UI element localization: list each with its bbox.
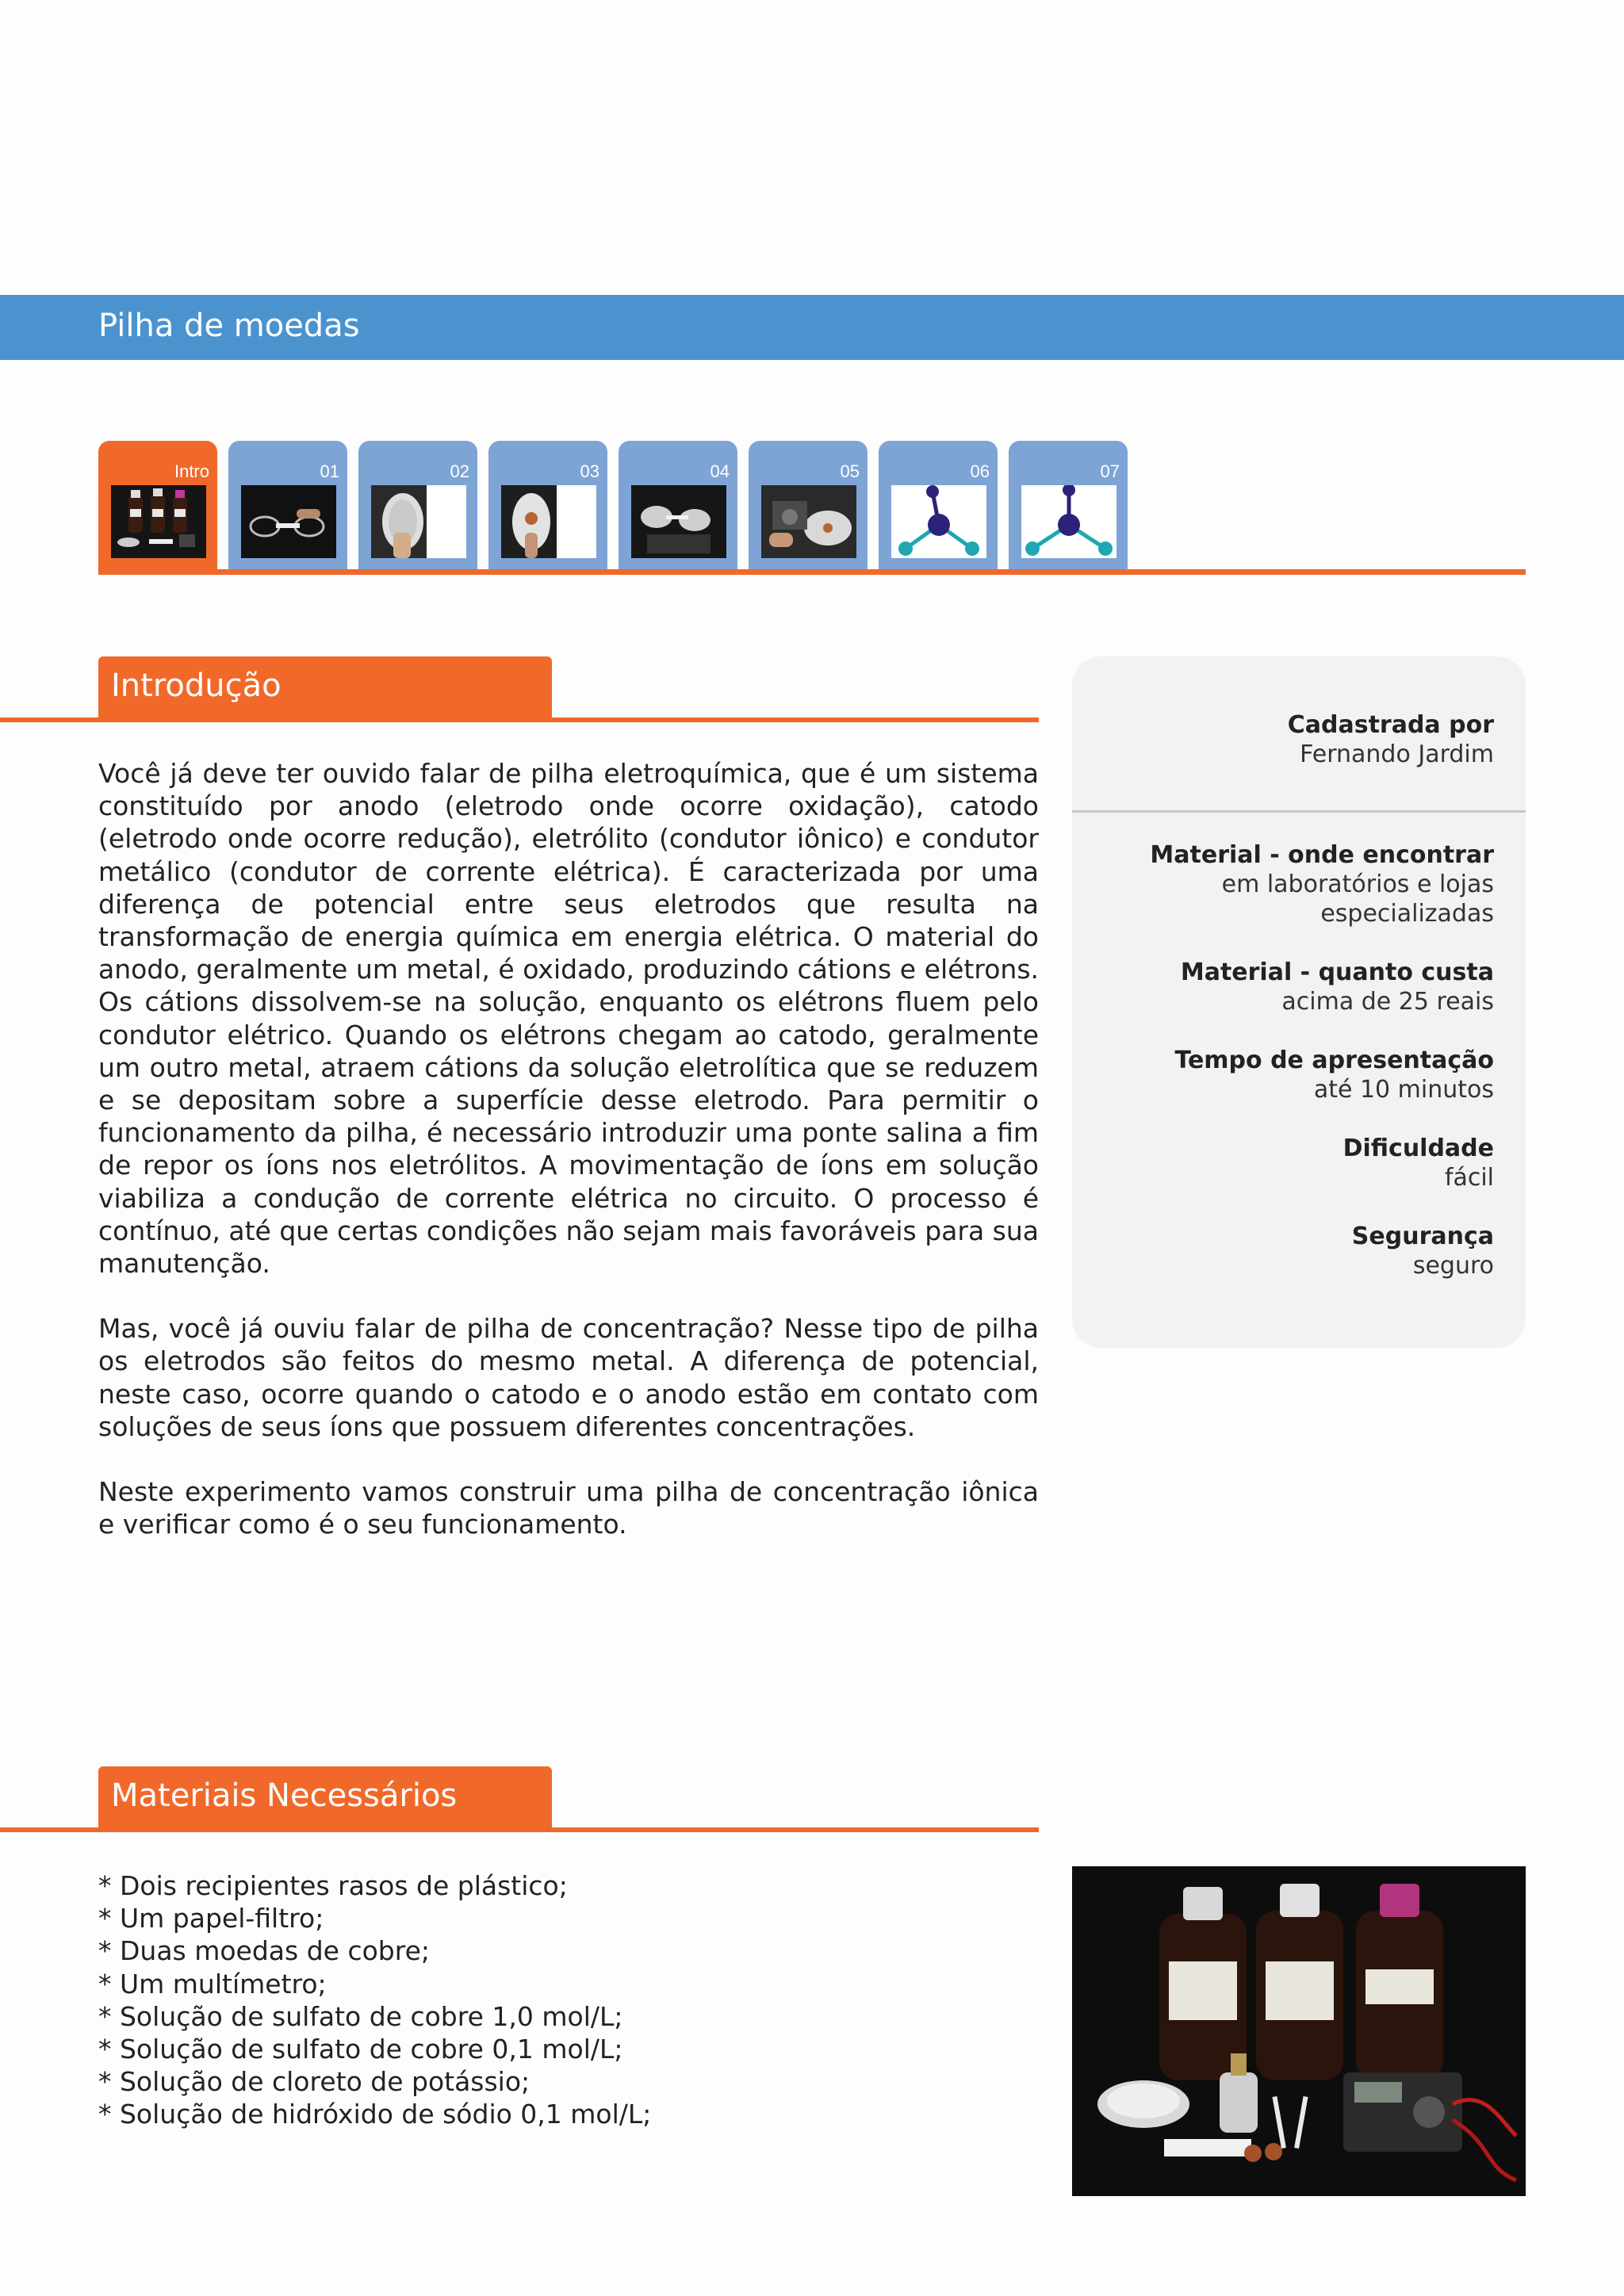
intro-heading-tab [98, 656, 552, 720]
coin-dish-photo-icon [501, 485, 596, 558]
info-panel [1072, 656, 1526, 1348]
list-item: * Um multímetro; [98, 1968, 327, 1999]
tab-label: 04 [710, 461, 730, 481]
tab-05[interactable] [749, 441, 868, 571]
tab-04[interactable] [619, 441, 737, 571]
tab-06[interactable] [879, 441, 998, 571]
intro-divider [0, 718, 1039, 722]
tab-label: 06 [970, 461, 990, 481]
two-dishes-photo-icon [631, 485, 726, 558]
molecule-icon [891, 485, 986, 558]
cost-value: acima de 25 reais [1281, 988, 1494, 1016]
cost-label: Material - quanto custa [1180, 959, 1494, 986]
title-bar [0, 295, 1624, 360]
materials-heading: Materiais Necessários [111, 1777, 458, 1814]
tab-label: 01 [320, 461, 339, 481]
tab-label: 02 [450, 461, 469, 481]
filter-paper-photo-icon [241, 485, 336, 558]
intro-text [98, 757, 1039, 1573]
difficulty-block [1343, 1134, 1494, 1192]
list-item: * Duas moedas de cobre; [98, 1935, 430, 1967]
list-item: * Dois recipientes rasos de plástico; [98, 1870, 568, 1901]
time-block [1174, 1046, 1494, 1104]
tab-02[interactable] [358, 441, 477, 571]
registered-label: Cadastrada por [1287, 711, 1494, 739]
time-label: Tempo de apresentação [1174, 1047, 1494, 1074]
difficulty-label: Dificuldade [1342, 1135, 1494, 1162]
molecule-icon [1021, 485, 1116, 558]
petri-dish-photo-icon [371, 485, 466, 558]
safety-label: Segurança [1351, 1223, 1494, 1250]
bottles-photo-icon [111, 485, 206, 558]
difficulty-value: fácil [1444, 1164, 1494, 1192]
list-item: * Solução de sulfato de cobre 0,1 mol/L; [98, 2034, 623, 2065]
list-item: * Solução de sulfato de cobre 1,0 mol/L; [98, 2000, 623, 2032]
safety-block [1352, 1222, 1494, 1280]
intro-heading: Introdução [111, 668, 282, 704]
tabs-divider [98, 569, 1526, 575]
list-item: * Um papel-filtro; [98, 1903, 324, 1934]
safety-value: seguro [1412, 1252, 1494, 1280]
page-title: Pilha de moedas [98, 308, 360, 344]
list-item: * Solução de cloreto de potássio; [98, 2066, 530, 2098]
intro-paragraph: Mas, você já ouviu falar de pilha de concentração? Nesse tipo de pilha os eletrodos são feitos do mesmo metal. A diferença de potencial, neste caso, ocorre quando o catodo e o anodo estão em contato com soluções de seus íons que possuem diferentes concentrações. [98, 1313, 1039, 1442]
registered-value: Fernando Jardim [1300, 740, 1494, 768]
panel-divider [1072, 810, 1526, 813]
where-value: especializadas [1320, 900, 1494, 928]
tab-03[interactable] [488, 441, 607, 571]
registered-block [1288, 710, 1494, 769]
tab-label: 07 [1100, 461, 1120, 481]
multimeter-photo-icon [761, 485, 856, 558]
tab-intro[interactable] [98, 441, 217, 571]
tab-01[interactable] [228, 441, 347, 571]
intro-paragraph: Você já deve ter ouvido falar de pilha eletroquímica, que é um sistema constituído por anodo (eletrodo onde ocorre oxidação), catodo (eletrodo onde ocorre redução), eletrólito (condutor iônico) e condutor metálico (condutor de corrente elétrica). É caracterizada por uma diferença de potencial entre seus eletrodos que resulta na transformação de energia química em energia elétrica. O material do anodo, geralmente um metal, é oxidado, produzindo cátions e elétrons. Os cátions dissolvem-se na solução, enquanto os elétrons fluem pelo condutor elétrico. Quando os elétrons chegam ao catodo, geralmente um outro metal, atraem cátions da solução eletrolítica que se reduzem e se depositam sobre a superfície desse eletrodo. Para permitir o funcionamento da pilha, é necessário introduzir uma ponte salina a fim de repor os íons nos eletrólitos. A movimentação de íons em solução viabiliza a condução de corrente elétrica no circuito. O processo é contínuo, até que certas condições não sejam mais favoráveis para sua manutenção. [98, 758, 1039, 1280]
materials-divider [0, 1827, 1039, 1832]
intro-paragraph: Neste experimento vamos construir uma pilha de concentração iônica e verificar como é o seu funcionamento. [98, 1476, 1039, 1540]
materials-photo [1072, 1866, 1526, 2196]
materials-list [98, 1869, 651, 2131]
where-value: em laboratórios e lojas [1221, 871, 1494, 898]
where-label: Material - onde encontrar [1150, 841, 1494, 869]
tab-07[interactable] [1009, 441, 1128, 571]
tab-label: Intro [174, 461, 209, 481]
materials-heading-tab [98, 1766, 552, 1830]
where-block [1150, 840, 1494, 928]
list-item: * Solução de hidróxido de sódio 0,1 mol/L; [98, 2099, 652, 2130]
tab-label: 03 [580, 461, 599, 481]
tab-label: 05 [840, 461, 860, 481]
cost-block [1181, 958, 1494, 1016]
time-value: até 10 minutos [1313, 1076, 1494, 1104]
